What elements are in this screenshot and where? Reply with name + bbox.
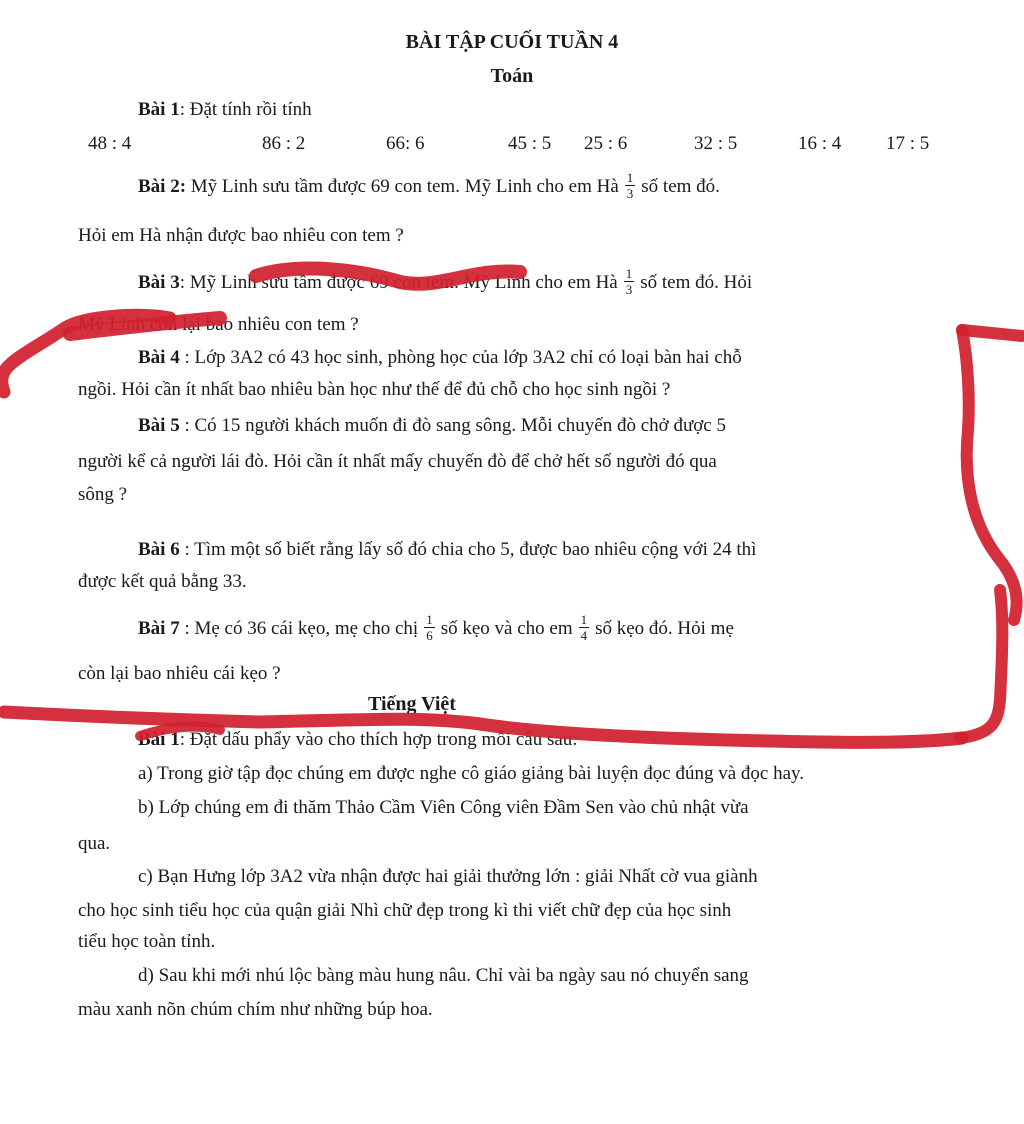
exercise-4 [138, 346, 742, 370]
fraction-numerator: 1 [626, 170, 634, 185]
vn-item-c-line-3: tiểu học toàn tỉnh. [78, 931, 216, 952]
fraction-numerator: 1 [426, 612, 433, 627]
fraction [625, 170, 636, 201]
fraction-denominator: 4 [580, 628, 588, 643]
exercise-1-label: Bài 1 [138, 99, 180, 120]
vn-item-b: b) Lớp chúng em đi thăm Thảo Cầm Viên Công viên Đầm Sen vào chủ nhật vừa [138, 797, 749, 818]
fraction-denominator: 3 [625, 282, 633, 297]
operation-item: 32 : 5 [694, 133, 738, 154]
exercise-7-label: Bài 7 [138, 617, 180, 639]
exercise-6-label: Bài 6 [138, 539, 180, 560]
fraction-numerator: 1 [580, 612, 588, 627]
exercise-6-line-2: được kết quả bằng 33. [78, 571, 247, 592]
exercise-5 [138, 414, 726, 438]
fraction [424, 612, 435, 643]
exercise-4-line-2: ngồi. Hỏi cần ít nhất bao nhiêu bàn học như thế để đủ chỗ cho học sinh ngồi ? [78, 379, 671, 400]
exercise-1 [138, 98, 312, 122]
exercise-2-text-end: số tem đó. [641, 175, 720, 197]
exercise-3 [138, 268, 752, 299]
exercise-1-operations [0, 132, 1024, 158]
exercise-3-label: Bài 3 [138, 271, 180, 293]
exercise-2-label: Bài 2: [138, 175, 187, 197]
exercise-5-line-3: sông ? [78, 484, 128, 505]
worksheet-title: BÀI TẬP CUỐI TUẦN 4 [405, 31, 619, 53]
operation-item: 25 : 6 [584, 133, 628, 154]
operation-item: 86 : 2 [262, 133, 306, 154]
fraction-denominator: 3 [626, 186, 634, 201]
fraction [579, 612, 590, 643]
exercise-7-line-2: còn lại bao nhiêu cái kẹo ? [78, 663, 281, 684]
marker-outline [962, 330, 1017, 620]
vn-item-d-line-2: màu xanh nõn chúm chím như những búp hoa. [78, 999, 433, 1020]
exercise-7-text: : Mẹ có 36 cái kẹo, mẹ cho chị [179, 617, 419, 639]
exercise-2 [138, 172, 720, 203]
fraction-denominator: 6 [426, 628, 433, 643]
vn-exercise-1 [138, 728, 578, 752]
exercise-3-text: : Mỹ Linh sưu tầm được 69 con tem. Mỹ Linh cho em Hà [179, 271, 618, 293]
exercise-3-text-end: số tem đó. Hỏi [640, 271, 753, 293]
vn-exercise-1-label: Bài 1 [138, 729, 180, 750]
exercise-4-text: : Lớp 3A2 có 43 học sinh, phòng học của lớp 3A2 chỉ có loại bàn hai chỗ [179, 347, 742, 368]
exercise-7 [138, 614, 734, 645]
operation-item: 48 : 4 [88, 133, 132, 154]
operation-item: 17 : 5 [886, 133, 930, 154]
operation-item: 16 : 4 [798, 133, 842, 154]
exercise-6 [138, 538, 756, 562]
exercise-1-text: : Đặt tính rồi tính [179, 99, 312, 120]
fraction-numerator: 1 [625, 266, 633, 281]
exercise-5-line-2: người kể cả người lái đò. Hỏi cần ít nhất mấy chuyến đò để chở hết số người đó qua [78, 451, 717, 472]
vn-item-a: a) Trong giờ tập đọc chúng em được nghe cô giáo giảng bài luyện đọc đúng và đọc hay. [138, 763, 805, 784]
exercise-5-label: Bài 5 [138, 415, 180, 436]
fraction [624, 266, 635, 297]
vietnamese-section-heading: Tiếng Việt [368, 693, 456, 715]
exercise-2-text: Mỹ Linh sưu tầm được 69 con tem. Mỹ Linh cho em Hà [186, 175, 619, 197]
vn-item-c-line-2: cho học sinh tiểu học của quận giải Nhì chữ đẹp trong kì thi viết chữ đẹp của học sinh [78, 900, 732, 921]
vn-item-d: d) Sau khi mới nhú lộc bàng màu hung nâu. Chỉ vài ba ngày sau nó chuyển sang [138, 965, 749, 986]
vn-item-c: c) Bạn Hưng lớp 3A2 vừa nhận được hai giải thưởng lớn : giải Nhất cờ vua giành [138, 866, 758, 887]
operation-item: 66: 6 [386, 133, 425, 154]
math-section-heading: Toán [490, 65, 534, 87]
exercise-7-text-end: số kẹo đó. Hỏi mẹ [595, 617, 734, 639]
marker-outline [962, 330, 1022, 336]
exercise-7-text-mid: số kẹo và cho em [440, 617, 573, 639]
marker-outline [960, 590, 1002, 738]
vn-item-b-line-2: qua. [78, 833, 111, 854]
vn-exercise-1-text: : Đặt dấu phẩy vào cho thích hợp trong mỗi câu sau: [179, 729, 578, 750]
exercise-4-label: Bài 4 [138, 347, 180, 368]
operation-item: 45 : 5 [508, 133, 552, 154]
exercise-6-text: : Tìm một số biết rằng lấy số đó chia cho 5, được bao nhiêu cộng với 24 thì [179, 539, 757, 560]
exercise-3-line-2: Mỹ Linh còn lại bao nhiêu con tem ? [78, 314, 359, 335]
exercise-5-text: : Có 15 người khách muốn đi đò sang sông. Mỗi chuyến đò chở được 5 [179, 415, 726, 436]
exercise-2-line-2: Hỏi em Hà nhận được bao nhiêu con tem ? [78, 225, 404, 246]
